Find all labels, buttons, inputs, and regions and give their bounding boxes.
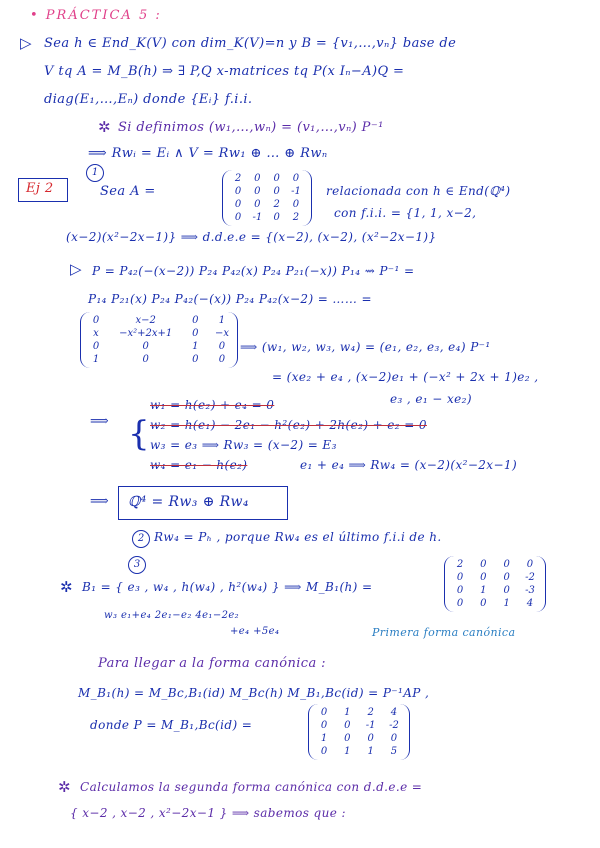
text-line: Sea A = [100,184,156,199]
text-line: w₃ = e₃ ⟹ Rw₃ = (x−2) = E₃ [150,438,337,452]
exercise-label: Ej 2 [26,181,54,196]
text-line: +e₄ +5e₄ [230,626,280,637]
matrix-row: 0 0 -1 -2 [320,720,399,731]
matrix-row: 2 0 0 0 [234,173,300,184]
text-line: Sea h ∈ End_K(V) con dim_K(V)=n y B = {v₁,…,vₙ} base de [44,36,457,51]
text-line: Si definimos (w₁,…,wₙ) = (v₁,…,vₙ) P⁻¹ [118,120,384,135]
play-marker-icon: ▷ [20,34,32,52]
text-line: Rw₄ = Pₕ , porque Rw₄ es el último f.i.i de h. [154,530,442,544]
play-marker-icon: ▷ [70,260,82,278]
matrix-row: 0 1 1 5 [320,746,398,757]
matrix-row: x −x²+2x+1 0 −x [93,328,229,339]
text-line: con f.i.i. = {1, 1, x−2, [334,206,477,220]
text-line: diag(E₁,…,Eₙ) donde {Eᵢ} f.i.i. [44,92,253,107]
text-line: ⟹ Rwᵢ = Eᵢ ∧ V = Rw₁ ⊕ … ⊕ Rwₙ [88,146,328,161]
text-line: B₁ = { e₃ , w₄ , h(w₄) , h²(w₄) } ⟹ M_B₁(h) = [82,580,373,594]
text-line: relacionada con h ∈ End(ℚ⁴) [326,184,511,198]
text-line: e₃ , e₁ − xe₂) [390,392,472,406]
text-line: ⟹ [90,414,110,429]
text-line: = (xe₂ + e₄ , (x−2)e₁ + (−x² + 2x + 1)e₂ , [272,370,539,384]
text-line: w₃ e₁+e₄ 2e₁−e₂ 4e₁−2e₂ [104,610,240,621]
matrix-row: 0 1 2 4 [320,707,398,718]
matrix-mb1 [444,556,546,612]
text-line: V tq A = M_B(h) ⇒ ∃ P,Q x-matrices tq P(x Iₙ−A)Q = [44,64,405,79]
text-line: w₄ = e₁ − h(e₂) [150,458,248,472]
matrix-p [308,704,410,760]
matrix-row: 2 0 0 0 [456,559,534,570]
star-marker-icon: ✲ [60,578,73,596]
matrix-row: 0 1 0 -3 [456,585,535,596]
text-line: P₁₄ P₂₁(x) P₂₄ P₄₂(−(x)) P₂₄ P₄₂(x−2) = …… = [88,292,372,306]
star-marker-icon: ✲ [58,778,71,796]
text-line: Para llegar a la forma canónica : [98,656,326,671]
text-line: w₂ = h(e₁) − 2e₁ − h²(e₂) + 2h(e₂) + e₂ = 0 [150,418,427,432]
matrix-row: 0 0 2 0 [234,199,300,210]
matrix-row: 0 0 1 0 [92,341,226,352]
text-line: P = P₄₂(−(x−2)) P₂₄ P₄₂(x) P₂₄ P₂₁(−x)) P₁₄ ⇝ P⁻¹ = [92,264,415,278]
brace-icon: { [128,414,151,454]
text-line: ⟹ [90,494,110,509]
text-line: Calculamos la segunda forma canónica con d.d.e.e = [80,780,423,794]
text-line: { x−2 , x−2 , x²−2x−1 } ⟹ sabemos que : [70,806,346,820]
text-line: w₁ = h(e₂) + e₄ = 0 [150,398,275,412]
text-line: donde P = M_B₁,Bc(id) = [90,718,253,732]
circled-number: 3 [128,556,146,574]
star-marker-icon: ✲ [98,118,111,136]
matrix-a [222,170,312,226]
matrix-row: 0 0 1 4 [456,598,534,609]
page-title: • PRÁCTICA 5 : [30,8,162,23]
text-line: ⟹ (w₁, w₂, w₃, w₄) = (e₁, e₂, e₃, e₄) P⁻¹ [240,340,491,354]
text-line: ℚ⁴ = Rw₃ ⊕ Rw₄ [128,494,249,510]
matrix-row: 1 0 0 0 [320,733,398,744]
text-line: (x−2)(x²−2x−1)} ⟹ d.d.e.e = {(x−2), (x−2), (x²−2x−1)} [66,230,437,244]
matrix-row: 1 0 0 0 [92,354,226,365]
text-line: Primera forma canónica [372,626,516,639]
matrix-row: 0 x−2 0 1 [92,315,226,326]
matrix-row: 0 -1 0 2 [234,212,300,223]
matrix-row: 0 0 0 -1 [234,186,301,197]
circled-number: 2 [132,530,150,548]
matrix-row: 0 0 0 -2 [456,572,535,583]
circled-number: 1 [86,164,104,182]
text-line: e₁ + e₄ ⟹ Rw₄ = (x−2)(x²−2x−1) [300,458,518,472]
text-line: M_B₁(h) = M_Bc,B₁(id) M_Bc(h) M_B₁,Bc(id) = P⁻¹AP , [78,686,430,700]
matrix-p-inverse [80,312,238,368]
